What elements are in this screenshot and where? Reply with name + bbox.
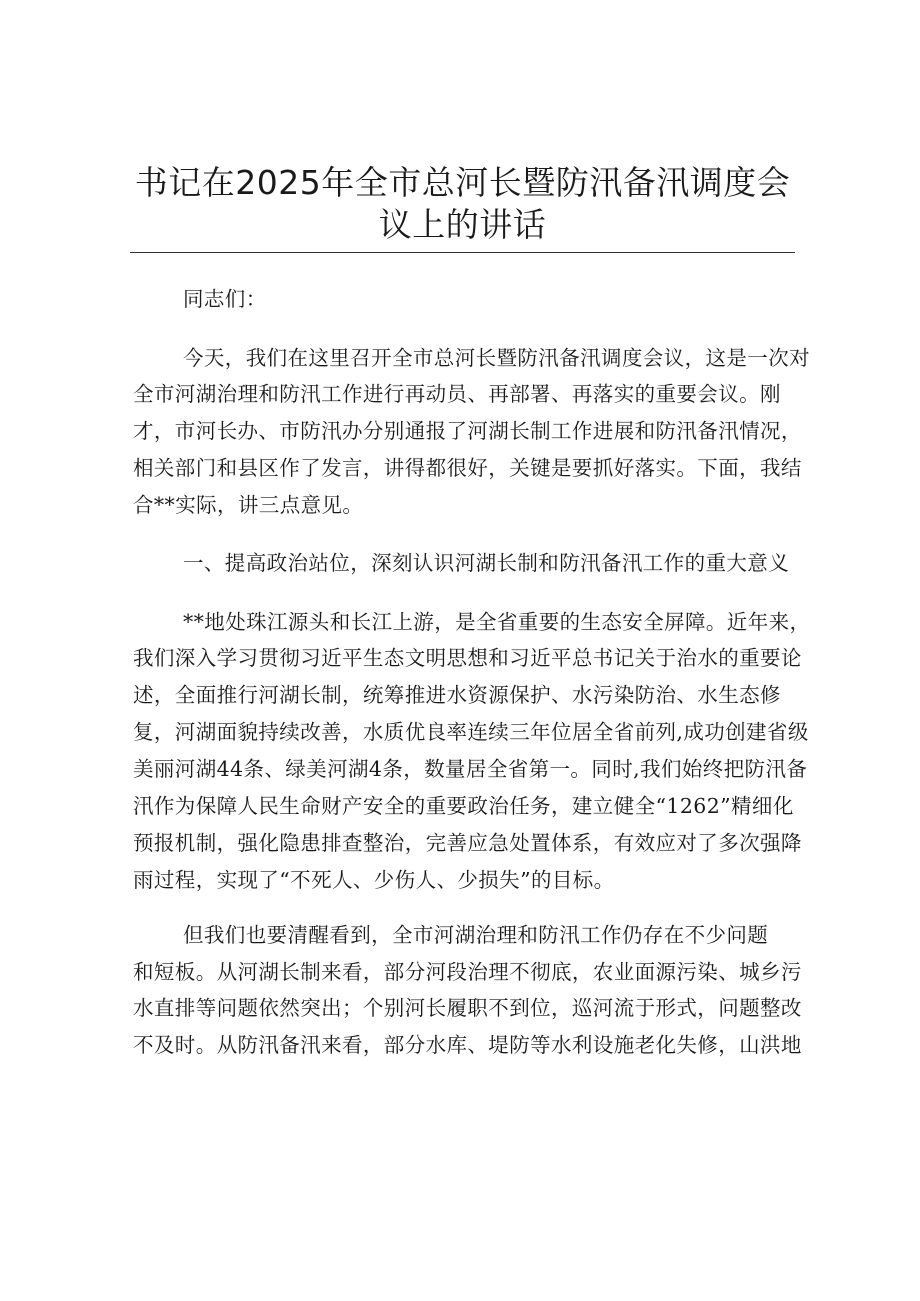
paragraph-2-line-7: 预报机制，强化隐患排查整治，完善应急处置体系，有效应对了多次强降 [133,831,802,855]
document-title [130,162,795,246]
paragraph-2-line-2: 我们深入学习贯彻习近平生态文明思想和习近平总书记关于治水的重要论 [133,646,802,670]
paragraph-3-line-2: 和短板。从河湖长制来看，部分河段治理不彻底，农业面源污染、城乡污 [133,960,802,984]
paragraph-2-line-3: 述，全面推行河湖长制，统筹推进水资源保护、水污染防治、水生态修 [133,683,781,707]
paragraph-1-line-5: 合**实际，讲三点意见。 [133,493,364,517]
title-line-2: 议上的讲话 [378,205,547,244]
paragraph-1-line-4: 相关部门和县区作了发言，讲得都很好，关键是要抓好落实。下面，我结 [133,456,802,480]
paragraph-1-line-2: 全市河湖治理和防汛工作进行再动员、再部署、再落实的重要会议。刚 [133,382,781,406]
title-divider [130,252,795,253]
salutation: 同志们： [183,287,267,311]
paragraph-2-line-4: 复，河湖面貌持续改善，水质优良率连续三年位居全省前列,成功创建省级 [133,720,809,744]
paragraph-1-line-1: 今天，我们在这里召开全市总河长暨防汛备汛调度会议，这是一次对 [183,346,810,370]
paragraph-2-line-5: 美丽河湖44条、绿美河湖4条，数量居全省第一。同时,我们始终把防汛备 [133,757,808,781]
paragraph-2-line-6: 汛作为保障人民生命财产安全的重要政治任务，建立健全“1262”精细化 [133,794,794,818]
paragraph-3-line-3: 水直排等问题依然突出；个别河长履职不到位，巡河流于形式，问题整改 [133,996,802,1020]
title-line-1: 书记在2025年全市总河长暨防汛备汛调度会 [134,163,791,202]
paragraph-2-line-8: 雨过程，实现了“不死人、少伤人、少损失”的目标。 [133,868,615,892]
paragraph-1-line-3: 才，市河长办、市防汛办分别通报了河湖长制工作进展和防汛备汛情况， [133,419,802,443]
paragraph-3-line-4: 不及时。从防汛备汛来看，部分水库、堤防等水利设施老化失修，山洪地 [133,1033,802,1057]
paragraph-3-line-1: 但我们也要清醒看到，全市河湖治理和防汛工作仍存在不少问题 [183,923,769,947]
section-heading-1: 一、提高政治站位，深刻认识河湖长制和防汛备汛工作的重大意义 [183,551,790,575]
paragraph-2-line-1: **地处珠江源头和长江上游，是全省重要的生态安全屏障。近年来， [183,610,811,634]
